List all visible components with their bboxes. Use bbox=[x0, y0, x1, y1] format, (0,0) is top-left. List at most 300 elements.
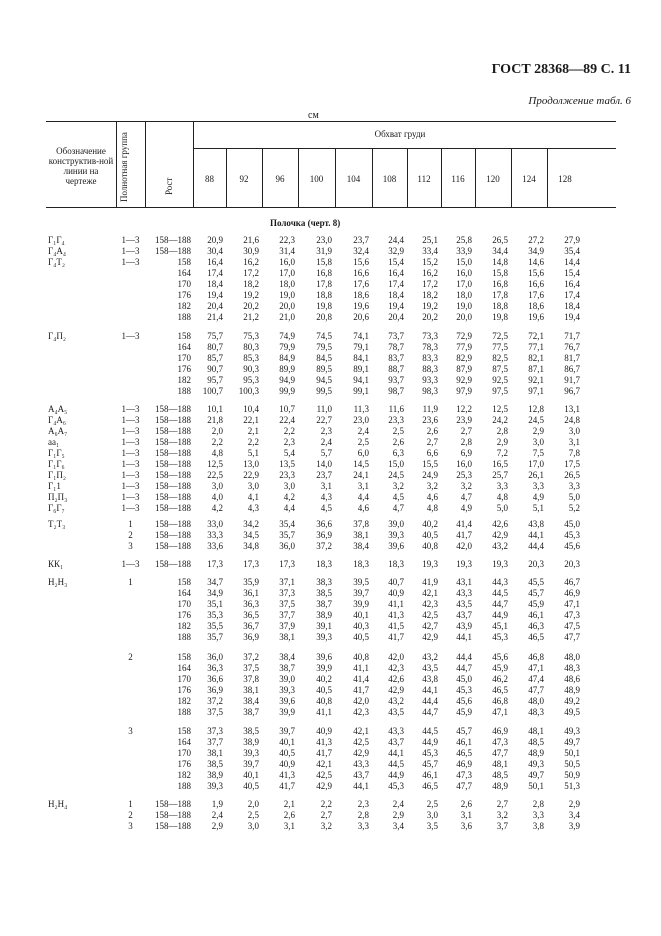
chest-size-header: 88 bbox=[205, 174, 214, 184]
value-cell: 3,0 bbox=[532, 437, 544, 447]
value-cell: 36,6 bbox=[207, 674, 223, 684]
value-cell: 97,9 bbox=[456, 386, 472, 396]
value-cell: 17,3 bbox=[207, 559, 223, 569]
value-cell: 47,7 bbox=[456, 781, 472, 791]
value-cell: 41,7 bbox=[353, 685, 369, 695]
row-height: 170 bbox=[177, 353, 191, 363]
value-cell: 18,6 bbox=[528, 301, 544, 311]
value-cell: 40,9 bbox=[279, 759, 295, 769]
value-cell: 16,6 bbox=[353, 268, 369, 278]
value-cell: 3,4 bbox=[568, 810, 580, 820]
value-cell: 31,9 bbox=[316, 246, 332, 256]
value-cell: 5,0 bbox=[568, 492, 580, 502]
value-cell: 37,1 bbox=[279, 577, 295, 587]
row-height: 158—188 bbox=[155, 481, 191, 491]
value-cell: 23,7 bbox=[353, 235, 369, 245]
value-cell: 2,8 bbox=[496, 426, 508, 436]
value-cell: 47,1 bbox=[564, 599, 580, 609]
value-cell: 12,5 bbox=[492, 404, 508, 414]
value-cell: 42,3 bbox=[422, 599, 438, 609]
value-cell: 44,1 bbox=[353, 781, 369, 791]
value-cell: 2,2 bbox=[283, 426, 295, 436]
value-cell: 43,5 bbox=[388, 707, 404, 717]
value-cell: 87,5 bbox=[492, 364, 508, 374]
value-cell: 44,5 bbox=[388, 759, 404, 769]
value-cell: 44,1 bbox=[422, 685, 438, 695]
value-cell: 23,9 bbox=[456, 415, 472, 425]
value-cell: 39,3 bbox=[207, 781, 223, 791]
row-height: 176 bbox=[177, 610, 191, 620]
value-cell: 41,1 bbox=[388, 599, 404, 609]
value-cell: 16,8 bbox=[316, 268, 332, 278]
value-cell: 45,1 bbox=[492, 621, 508, 631]
value-cell: 47,7 bbox=[528, 685, 544, 695]
value-cell: 16,0 bbox=[456, 268, 472, 278]
value-cell: 19,0 bbox=[279, 290, 295, 300]
value-cell: 41,7 bbox=[388, 632, 404, 642]
value-cell: 36,9 bbox=[316, 530, 332, 540]
value-cell: 43,7 bbox=[388, 737, 404, 747]
row-height: 158—188 bbox=[155, 799, 191, 809]
value-cell: 42,5 bbox=[422, 610, 438, 620]
value-cell: 40,9 bbox=[316, 726, 332, 736]
value-cell: 32,4 bbox=[353, 246, 369, 256]
value-cell: 92,5 bbox=[492, 375, 508, 385]
row-group: 1—3 bbox=[121, 331, 140, 341]
value-cell: 3,1 bbox=[283, 821, 295, 831]
value-cell: 19,0 bbox=[456, 301, 472, 311]
value-cell: 44,3 bbox=[492, 577, 508, 587]
value-cell: 23,6 bbox=[422, 415, 438, 425]
section-title: Полочка (черт. 8) bbox=[270, 218, 341, 228]
value-cell: 91,7 bbox=[564, 375, 580, 385]
value-cell: 3,9 bbox=[568, 821, 580, 831]
value-cell: 38,5 bbox=[243, 726, 259, 736]
value-cell: 42,0 bbox=[456, 541, 472, 551]
value-cell: 45,3 bbox=[422, 748, 438, 758]
value-cell: 15,4 bbox=[388, 257, 404, 267]
value-cell: 24,8 bbox=[564, 415, 580, 425]
value-cell: 12,8 bbox=[528, 404, 544, 414]
row-group: 1—3 bbox=[121, 235, 140, 245]
value-cell: 37,8 bbox=[243, 674, 259, 684]
value-cell: 26,5 bbox=[492, 235, 508, 245]
value-cell: 10,7 bbox=[279, 404, 295, 414]
value-cell: 45,6 bbox=[492, 652, 508, 662]
value-cell: 37,3 bbox=[279, 588, 295, 598]
value-cell: 11,3 bbox=[353, 404, 369, 414]
value-cell: 45,3 bbox=[492, 632, 508, 642]
value-cell: 43,3 bbox=[353, 759, 369, 769]
value-cell: 34,4 bbox=[492, 246, 508, 256]
value-cell: 20,2 bbox=[422, 312, 438, 322]
value-cell: 22,9 bbox=[243, 470, 259, 480]
value-cell: 4,2 bbox=[283, 492, 295, 502]
value-cell: 15,0 bbox=[456, 257, 472, 267]
value-cell: 43,3 bbox=[456, 588, 472, 598]
value-cell: 15,8 bbox=[492, 268, 508, 278]
row-height: 158—188 bbox=[155, 519, 191, 529]
value-cell: 5,7 bbox=[320, 448, 332, 458]
value-cell: 83,7 bbox=[388, 353, 404, 363]
value-cell: 45,7 bbox=[456, 726, 472, 736]
value-cell: 41,3 bbox=[279, 770, 295, 780]
value-cell: 44,4 bbox=[456, 652, 472, 662]
value-cell: 14,4 bbox=[564, 257, 580, 267]
value-cell: 92,9 bbox=[456, 375, 472, 385]
value-cell: 20,3 bbox=[528, 559, 544, 569]
value-cell: 39,3 bbox=[316, 632, 332, 642]
value-cell: 43,5 bbox=[456, 599, 472, 609]
value-cell: 10,4 bbox=[243, 404, 259, 414]
value-cell: 11,9 bbox=[422, 404, 438, 414]
value-cell: 19,3 bbox=[422, 559, 438, 569]
value-cell: 17,3 bbox=[243, 559, 259, 569]
value-cell: 22,1 bbox=[243, 415, 259, 425]
value-cell: 41,7 bbox=[279, 781, 295, 791]
chest-size-header: 116 bbox=[451, 174, 465, 184]
value-cell: 49,2 bbox=[564, 696, 580, 706]
value-cell: 13,5 bbox=[279, 459, 295, 469]
value-cell: 3,2 bbox=[496, 810, 508, 820]
value-cell: 3,0 bbox=[247, 821, 259, 831]
value-cell: 46,7 bbox=[564, 577, 580, 587]
value-cell: 45,6 bbox=[456, 696, 472, 706]
value-cell: 35,7 bbox=[207, 632, 223, 642]
value-cell: 44,1 bbox=[528, 530, 544, 540]
row-height: 164 bbox=[177, 588, 191, 598]
value-cell: 36,0 bbox=[279, 541, 295, 551]
value-cell: 17,2 bbox=[422, 279, 438, 289]
value-cell: 38,7 bbox=[243, 707, 259, 717]
row-height: 164 bbox=[177, 342, 191, 352]
row-height: 158—188 bbox=[155, 492, 191, 502]
value-cell: 37,5 bbox=[207, 707, 223, 717]
chest-size-header: 108 bbox=[382, 174, 397, 184]
value-cell: 40,5 bbox=[353, 632, 369, 642]
value-cell: 2,9 bbox=[532, 426, 544, 436]
value-cell: 42,7 bbox=[422, 621, 438, 631]
value-cell: 4,4 bbox=[283, 503, 295, 513]
value-cell: 40,5 bbox=[243, 781, 259, 791]
value-cell: 32,9 bbox=[388, 246, 404, 256]
value-cell: 35,5 bbox=[207, 621, 223, 631]
value-cell: 21,8 bbox=[207, 415, 223, 425]
row-height: 158—188 bbox=[155, 459, 191, 469]
value-cell: 82,5 bbox=[492, 353, 508, 363]
value-cell: 48,6 bbox=[564, 674, 580, 684]
row-height: 182 bbox=[177, 375, 191, 385]
row-height: 170 bbox=[177, 748, 191, 758]
row-height: 182 bbox=[177, 621, 191, 631]
value-cell: 4,5 bbox=[392, 492, 404, 502]
value-cell: 84,1 bbox=[353, 353, 369, 363]
value-cell: 7,5 bbox=[532, 448, 544, 458]
value-cell: 16,4 bbox=[207, 257, 223, 267]
value-cell: 81,7 bbox=[564, 353, 580, 363]
value-cell: 39,9 bbox=[279, 707, 295, 717]
value-cell: 45,3 bbox=[564, 530, 580, 540]
value-cell: 42,9 bbox=[353, 748, 369, 758]
value-cell: 17,0 bbox=[456, 279, 472, 289]
value-cell: 46,9 bbox=[564, 588, 580, 598]
row-label: Г₄П₂ bbox=[48, 331, 66, 341]
value-cell: 3,3 bbox=[532, 481, 544, 491]
value-cell: 38,5 bbox=[316, 588, 332, 598]
value-cell: 25,3 bbox=[456, 470, 472, 480]
value-cell: 2,9 bbox=[392, 810, 404, 820]
value-cell: 88,7 bbox=[388, 364, 404, 374]
row-group: 1—3 bbox=[121, 404, 140, 414]
value-cell: 38,4 bbox=[243, 696, 259, 706]
value-cell: 37,2 bbox=[243, 652, 259, 662]
value-cell: 23,0 bbox=[353, 415, 369, 425]
value-cell: 85,7 bbox=[207, 353, 223, 363]
value-cell: 18,2 bbox=[243, 279, 259, 289]
vrule-height-left bbox=[145, 121, 146, 207]
value-cell: 3,1 bbox=[568, 437, 580, 447]
value-cell: 17,4 bbox=[388, 279, 404, 289]
row-height: 188 bbox=[177, 781, 191, 791]
value-cell: 39,0 bbox=[279, 674, 295, 684]
unit-label: см bbox=[308, 110, 319, 121]
value-cell: 37,8 bbox=[353, 519, 369, 529]
chest-size-header: 128 bbox=[558, 174, 572, 184]
value-cell: 40,8 bbox=[422, 541, 438, 551]
value-cell: 2,2 bbox=[320, 799, 332, 809]
value-cell: 39,7 bbox=[279, 726, 295, 736]
value-cell: 33,4 bbox=[422, 246, 438, 256]
value-cell: 41,3 bbox=[388, 610, 404, 620]
value-cell: 21,0 bbox=[279, 312, 295, 322]
value-cell: 2,9 bbox=[211, 821, 223, 831]
value-cell: 43,8 bbox=[422, 674, 438, 684]
row-label: Н₂Н₃ bbox=[48, 577, 68, 587]
value-cell: 16,4 bbox=[564, 279, 580, 289]
value-cell: 24,1 bbox=[353, 470, 369, 480]
value-cell: 27,2 bbox=[528, 235, 544, 245]
value-cell: 4,0 bbox=[211, 492, 223, 502]
value-cell: 45,6 bbox=[564, 541, 580, 551]
value-cell: 33,0 bbox=[207, 519, 223, 529]
value-cell: 41,3 bbox=[316, 737, 332, 747]
value-cell: 40,1 bbox=[279, 737, 295, 747]
value-cell: 50,1 bbox=[528, 781, 544, 791]
value-cell: 11,6 bbox=[388, 404, 404, 414]
value-cell: 48,1 bbox=[492, 759, 508, 769]
value-cell: 36,7 bbox=[243, 621, 259, 631]
value-cell: 19,6 bbox=[353, 301, 369, 311]
value-cell: 3,3 bbox=[532, 810, 544, 820]
value-cell: 89,9 bbox=[279, 364, 295, 374]
value-cell: 44,1 bbox=[388, 748, 404, 758]
row-height: 158—188 bbox=[155, 503, 191, 513]
row-group: 3 bbox=[128, 541, 133, 551]
value-cell: 38,4 bbox=[279, 652, 295, 662]
row-height: 188 bbox=[177, 386, 191, 396]
value-cell: 74,9 bbox=[279, 331, 295, 341]
value-cell: 37,9 bbox=[279, 621, 295, 631]
value-cell: 41,9 bbox=[422, 577, 438, 587]
value-cell: 19,2 bbox=[243, 290, 259, 300]
row-height: 158—188 bbox=[155, 541, 191, 551]
value-cell: 39,9 bbox=[316, 663, 332, 673]
value-cell: 34,5 bbox=[243, 530, 259, 540]
value-cell: 42,0 bbox=[353, 696, 369, 706]
value-cell: 20,0 bbox=[456, 312, 472, 322]
chest-size-header: 100 bbox=[309, 174, 324, 184]
vrule-group-left bbox=[116, 121, 117, 207]
value-cell: 39,3 bbox=[388, 530, 404, 540]
value-cell: 3,3 bbox=[568, 481, 580, 491]
value-cell: 38,1 bbox=[279, 632, 295, 642]
value-cell: 44,1 bbox=[456, 632, 472, 642]
value-cell: 77,9 bbox=[456, 342, 472, 352]
value-cell: 3,2 bbox=[320, 821, 332, 831]
value-cell: 45,0 bbox=[564, 519, 580, 529]
value-cell: 93,3 bbox=[422, 375, 438, 385]
value-cell: 2,5 bbox=[357, 437, 369, 447]
chest-size-header: 96 bbox=[275, 174, 285, 184]
value-cell: 16,6 bbox=[528, 279, 544, 289]
value-cell: 24,5 bbox=[388, 470, 404, 480]
value-cell: 86,7 bbox=[564, 364, 580, 374]
value-cell: 4,6 bbox=[426, 492, 438, 502]
row-height: 158—188 bbox=[155, 821, 191, 831]
value-cell: 20,0 bbox=[279, 301, 295, 311]
value-cell: 72,1 bbox=[528, 331, 544, 341]
value-cell: 48,3 bbox=[564, 663, 580, 673]
value-cell: 47,3 bbox=[492, 737, 508, 747]
value-cell: 87,9 bbox=[456, 364, 472, 374]
value-cell: 18,8 bbox=[316, 290, 332, 300]
value-cell: 4,7 bbox=[460, 492, 472, 502]
value-cell: 82,1 bbox=[528, 353, 544, 363]
value-cell: 99,1 bbox=[353, 386, 369, 396]
value-cell: 48,5 bbox=[492, 770, 508, 780]
value-cell: 99,9 bbox=[279, 386, 295, 396]
value-cell: 13,1 bbox=[564, 404, 580, 414]
row-group: 1 bbox=[128, 799, 133, 809]
value-cell: 45,9 bbox=[456, 707, 472, 717]
value-cell: 48,1 bbox=[528, 726, 544, 736]
row-height: 158—188 bbox=[155, 470, 191, 480]
row-height: 158—188 bbox=[155, 404, 191, 414]
value-cell: 16,4 bbox=[388, 268, 404, 278]
value-cell: 38,7 bbox=[279, 663, 295, 673]
value-cell: 4,3 bbox=[320, 492, 332, 502]
value-cell: 46,5 bbox=[492, 685, 508, 695]
value-cell: 1,9 bbox=[211, 799, 223, 809]
value-cell: 15,6 bbox=[353, 257, 369, 267]
value-cell: 98,7 bbox=[388, 386, 404, 396]
value-cell: 84,9 bbox=[279, 353, 295, 363]
value-cell: 42,1 bbox=[316, 759, 332, 769]
value-cell: 4,3 bbox=[247, 503, 259, 513]
value-cell: 2,6 bbox=[460, 799, 472, 809]
value-cell: 42,1 bbox=[353, 726, 369, 736]
value-cell: 38,9 bbox=[243, 737, 259, 747]
value-cell: 90,3 bbox=[243, 364, 259, 374]
value-cell: 3,0 bbox=[283, 481, 295, 491]
value-cell: 42,5 bbox=[316, 770, 332, 780]
value-cell: 76,7 bbox=[564, 342, 580, 352]
value-cell: 79,1 bbox=[353, 342, 369, 352]
value-cell: 4,4 bbox=[357, 492, 369, 502]
row-height: 158 bbox=[177, 257, 191, 267]
value-cell: 75,3 bbox=[243, 331, 259, 341]
value-cell: 20,4 bbox=[388, 312, 404, 322]
value-cell: 80,3 bbox=[243, 342, 259, 352]
value-cell: 2,9 bbox=[496, 437, 508, 447]
value-cell: 18,4 bbox=[388, 290, 404, 300]
value-cell: 2,3 bbox=[320, 426, 332, 436]
value-cell: 47,7 bbox=[492, 748, 508, 758]
value-cell: 44,7 bbox=[492, 599, 508, 609]
value-cell: 2,9 bbox=[568, 799, 580, 809]
value-cell: 19,2 bbox=[422, 301, 438, 311]
value-cell: 42,9 bbox=[492, 530, 508, 540]
value-cell: 85,3 bbox=[243, 353, 259, 363]
row-group: 3 bbox=[128, 821, 133, 831]
value-cell: 24,5 bbox=[528, 415, 544, 425]
value-cell: 2,3 bbox=[283, 437, 295, 447]
value-cell: 48,3 bbox=[528, 707, 544, 717]
value-cell: 4,8 bbox=[496, 492, 508, 502]
value-cell: 46,2 bbox=[492, 674, 508, 684]
value-cell: 39,6 bbox=[316, 652, 332, 662]
value-cell: 40,1 bbox=[243, 770, 259, 780]
value-cell: 38,9 bbox=[316, 610, 332, 620]
value-cell: 2,1 bbox=[247, 426, 259, 436]
value-cell: 2,4 bbox=[392, 799, 404, 809]
value-cell: 18,4 bbox=[207, 279, 223, 289]
value-cell: 38,5 bbox=[207, 759, 223, 769]
value-cell: 3,7 bbox=[496, 821, 508, 831]
row-height: 182 bbox=[177, 770, 191, 780]
row-group: 1—3 bbox=[121, 415, 140, 425]
value-cell: 3,1 bbox=[320, 481, 332, 491]
value-cell: 34,8 bbox=[243, 541, 259, 551]
value-cell: 4,1 bbox=[247, 492, 259, 502]
value-cell: 46,3 bbox=[528, 621, 544, 631]
value-cell: 43,3 bbox=[388, 726, 404, 736]
table-top-rule bbox=[46, 121, 616, 122]
header-height-column: Рост bbox=[164, 177, 174, 195]
value-cell: 45,3 bbox=[388, 781, 404, 791]
value-cell: 38,9 bbox=[207, 770, 223, 780]
value-cell: 10,1 bbox=[207, 404, 223, 414]
row-group: 1—3 bbox=[121, 503, 140, 513]
value-cell: 21,6 bbox=[243, 235, 259, 245]
value-cell: 15,4 bbox=[564, 268, 580, 278]
chest-size-header: 112 bbox=[417, 174, 431, 184]
value-cell: 2,2 bbox=[247, 437, 259, 447]
value-cell: 40,2 bbox=[316, 674, 332, 684]
value-cell: 33,6 bbox=[207, 541, 223, 551]
value-cell: 47,5 bbox=[564, 621, 580, 631]
row-height: 188 bbox=[177, 632, 191, 642]
value-cell: 6,0 bbox=[357, 448, 369, 458]
value-cell: 33,9 bbox=[456, 246, 472, 256]
value-cell: 73,3 bbox=[422, 331, 438, 341]
row-group: 1—3 bbox=[121, 470, 140, 480]
value-cell: 18,3 bbox=[388, 559, 404, 569]
value-cell: 16,5 bbox=[492, 459, 508, 469]
value-cell: 98,3 bbox=[422, 386, 438, 396]
value-cell: 41,5 bbox=[388, 621, 404, 631]
row-label: Г₁1 bbox=[48, 481, 61, 491]
